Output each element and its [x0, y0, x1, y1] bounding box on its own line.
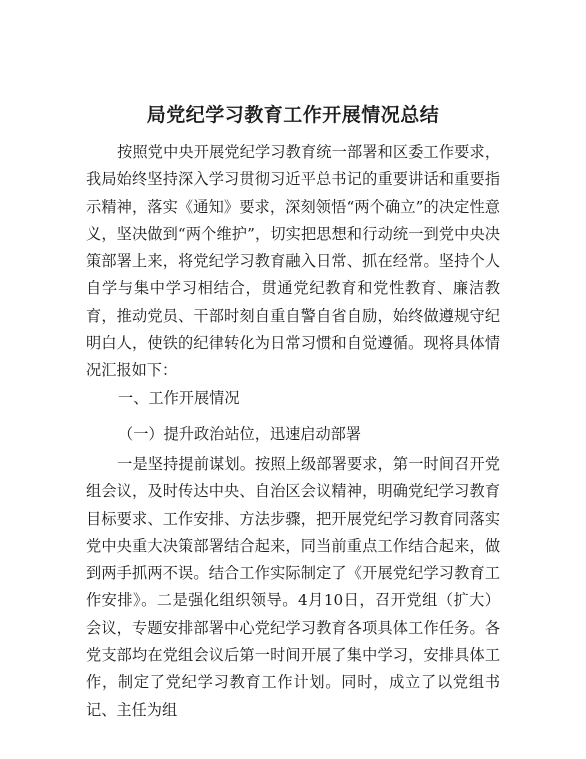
body-paragraph: 一是坚持提前谋划。按照上级部署要求，第一时间召开党组会议，及时传达中央、自治区会议精神，明确党纪学习教育目标要求、工作安排、方法步骤，把开展党纪学习教育同落实党中央重大决策部署结合起来，同当前重点工作结合起来，做到两手抓两不误。结合工作实际制定了《开展党纪学习教育工作安排》。二是强化组织领导。4月10日，召开党组（扩大）会议，专题安排部署中心党纪学习教育各项具体工作任务。各党支部均在党组会议后第一时间开展了集中学习，安排具体工作，制定了党纪学习教育工作计划。同时，成立了以党组书记、主任为组 [86, 455, 500, 719]
intro-paragraph: 按照党中央开展党纪学习教育统一部署和区委工作要求，我局始终坚持深入学习贯彻习近平总书记的重要讲话和重要指示精神，落实《通知》要求，深刻领悟“两个确立”的决定性意义，坚决做到“两个维护”，切实把思想和行动统一到党中央决策部署上来，将党纪学习教育融入日常、抓在经常。坚持个人自学与集中学习相结合，贯通党纪教育和党性教育、廉洁教育，推动党员、干部时刻自重自警自省自励，始终做遵规守纪明白人，使铁的纪律转化为日常习惯和自觉遵循。现将具体情况汇报如下： [86, 143, 500, 380]
document-title: 局党纪学习教育工作开展情况总结 [146, 104, 440, 126]
section-heading: 一、工作开展情况 [118, 389, 240, 407]
subsection-heading: （一）提升政治站位，迅速启动部署 [118, 425, 361, 443]
